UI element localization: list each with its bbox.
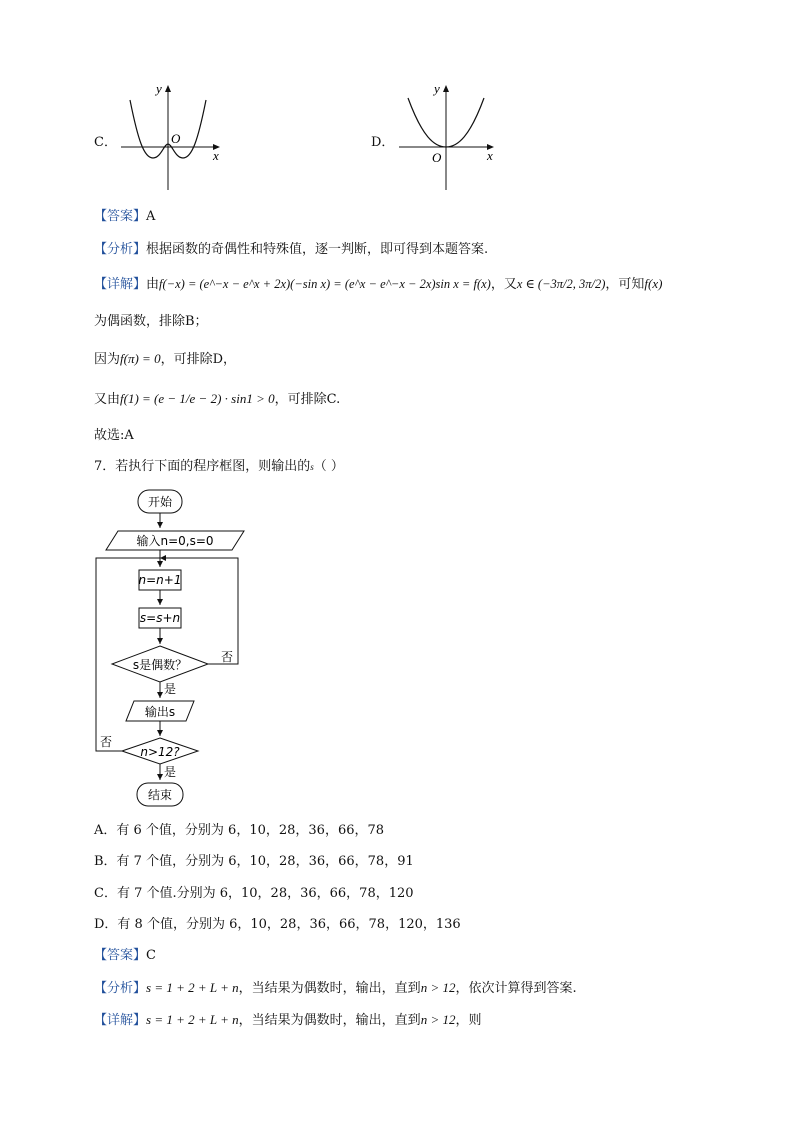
q7-analysis-line	[94, 978, 577, 999]
q6-analysis-tag: 【分析】	[94, 242, 147, 257]
q6-answer: A	[146, 209, 156, 224]
q7-detail-line	[94, 1010, 481, 1031]
q7-detail-end: ，则	[455, 1013, 482, 1028]
q6-conclusion: 故选:A	[94, 428, 134, 443]
q7-analysis-mid: ，当结果为偶数时，输出，直到	[238, 981, 421, 996]
flow-output-text: 输出s	[144, 705, 176, 719]
graph-c-x-label: x	[213, 148, 219, 163]
q6-detail-4-text: 又由	[94, 392, 121, 407]
graph-c-y-label: y	[156, 81, 162, 96]
q7-option-b: B．有 7 个值，分别为 6，10，28，36，66，78，91	[94, 854, 414, 869]
flow-input-text: 输入n=0,s=0	[136, 534, 214, 548]
q6-detail-text: 由	[146, 277, 160, 292]
q7-analysis-formula: s = 1 + 2 + L + n	[146, 980, 239, 995]
graph-d-origin: O	[432, 150, 442, 165]
q7-detail-formula: s = 1 + 2 + L + n	[146, 1012, 239, 1027]
flow-start-text: 开始	[147, 495, 173, 509]
flow-no1-label: 否	[221, 650, 234, 664]
q7-stem-var: s	[310, 462, 314, 472]
q6-detail-4-text-2: ，可排除C.	[274, 392, 341, 407]
flow-step1-text: n=n+1	[138, 573, 182, 587]
q6-analysis: 根据函数的奇偶性和特殊值，逐一判断，即可得到本题答案.	[146, 242, 489, 257]
q7-option-c: C．有 7 个值.分别为 6，10，28，36，66，78，120	[94, 886, 414, 901]
q6-detail-fx: f(x)	[644, 276, 663, 291]
graph-c	[116, 80, 226, 195]
graph-d-x-label: x	[487, 148, 493, 163]
q7-detail-cond: n > 12	[420, 1012, 456, 1027]
q6-detail-3-text-2: ，可排除D，	[160, 352, 237, 367]
flow-cond1-text: s是偶数？	[132, 658, 188, 672]
q6-detail-3-text: 因为	[94, 352, 121, 367]
flow-no2-label: 否	[100, 735, 113, 749]
q6-detail-formula: f(−x) = (e^−x − e^x + 2x)(−sin x) = (e^x − e^−x − 2x)sin x = f(x)	[159, 277, 491, 291]
flow-yes2-label: 是	[164, 765, 177, 779]
q7-analysis-end: ，依次计算得到答案.	[455, 981, 577, 996]
q7-detail-tag: 【详解】	[94, 1013, 147, 1028]
q7-option-d: D．有 8 个值，分别为 6，10，28，36，66，78，120，136	[94, 917, 461, 932]
graph-c-y-arrow	[165, 85, 171, 92]
flow-end-text: 结束	[147, 788, 173, 802]
q6-analysis-line	[94, 240, 488, 260]
graph-d	[394, 80, 504, 195]
q6-detail-line-2: 为偶函数，排除B；	[94, 314, 208, 329]
q7-detail-mid: ，当结果为偶数时，输出，直到	[238, 1013, 421, 1028]
option-d-label: D．	[371, 135, 395, 150]
q7-analysis-tag: 【分析】	[94, 981, 147, 996]
q7-option-a: A．有 6 个值，分别为 6，10，28，36，66，78	[94, 823, 385, 838]
q6-detail-text-3: ，可知	[605, 277, 645, 292]
q7-answer: C	[146, 948, 156, 963]
q6-detail-interval: x ∈ (−3π/2, 3π/2)	[516, 277, 606, 291]
graph-d-y-arrow	[443, 85, 449, 92]
flowchart	[90, 486, 260, 812]
q6-detail-4-formula: f(1) = (e − 1/e − 2) · sin1 > 0	[120, 391, 275, 406]
flow-step2-text: s=s+n	[139, 611, 181, 625]
q6-detail-line-3	[94, 349, 236, 370]
q7-stem-paren: （ ）	[313, 459, 344, 474]
q6-detail-line-4	[94, 389, 340, 410]
q6-answer-tag: 【答案】	[94, 209, 147, 224]
option-c-label: C．	[94, 135, 117, 150]
flow-cond2-text: n>12?	[140, 745, 180, 759]
q7-stem-text: 7．若执行下面的程序框图，则输出的	[94, 459, 311, 474]
q6-detail-tag: 【详解】	[94, 277, 147, 292]
q7-analysis-cond: n > 12	[420, 980, 456, 995]
graph-c-origin: O	[171, 131, 181, 146]
q6-answer-line	[94, 207, 155, 227]
q6-detail-text-2: ，又	[490, 277, 517, 292]
graph-d-y-label: y	[434, 81, 440, 96]
flow-yes1-label: 是	[164, 682, 177, 696]
q6-detail-3-formula: f(π) = 0	[120, 351, 161, 366]
q6-detail-line-1	[94, 274, 662, 295]
q7-stem	[94, 457, 344, 477]
q7-answer-tag: 【答案】	[94, 948, 147, 963]
q7-answer-line	[94, 946, 156, 966]
